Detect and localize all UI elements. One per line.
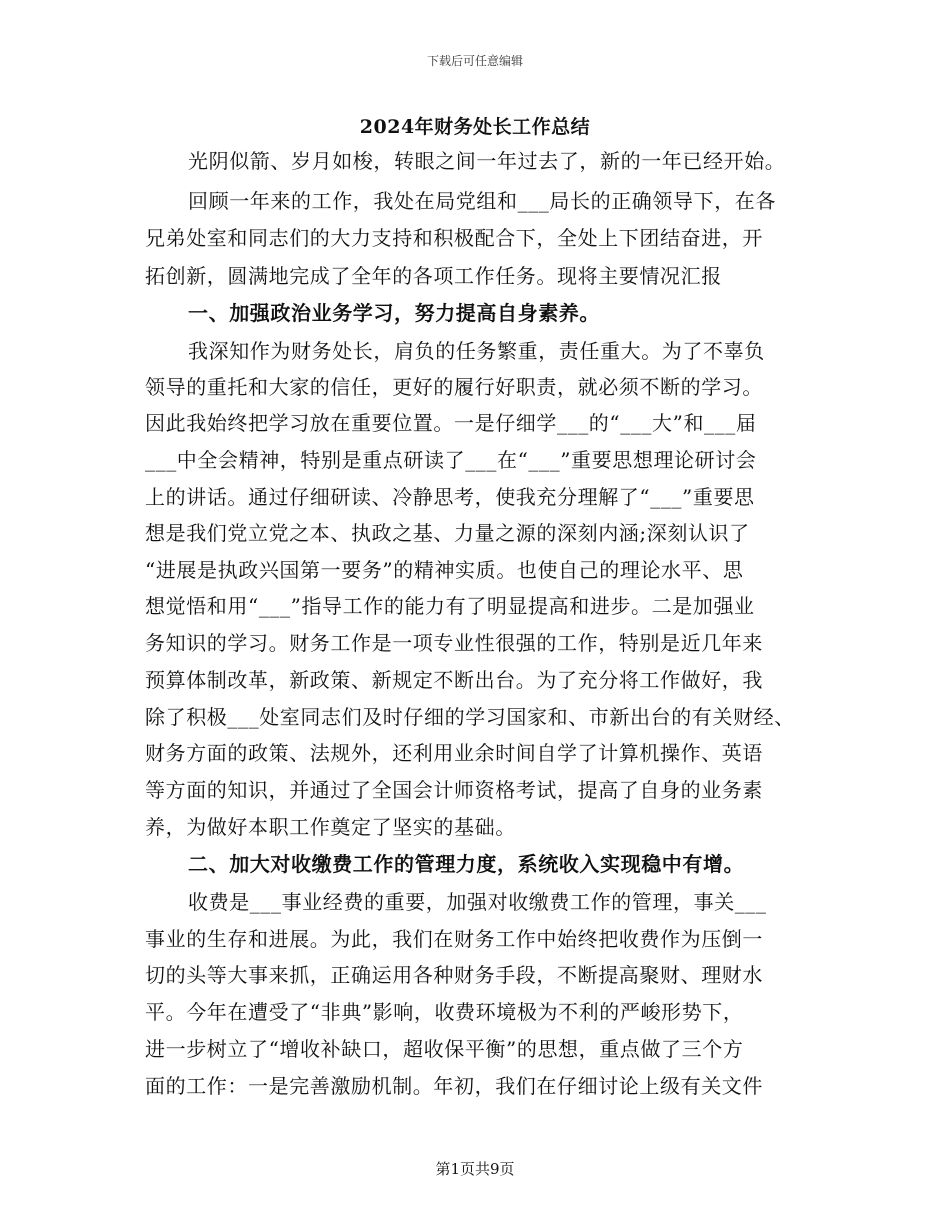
paragraph-line: 进一步树立了“增收补缺口，超收保平衡”的思想，重点做了三个方: [145, 1037, 744, 1061]
paragraph-line: 养，为做好本职工作奠定了坚实的基础。: [145, 815, 516, 839]
paragraph-line: 拓创新，圆满地完成了全年的各项工作任务。现将主要情况汇报: [145, 264, 722, 288]
paragraph-line: 等方面的知识，并通过了全国会计师资格考试，提高了自身的业务素: [145, 778, 763, 802]
paragraph-line: 财务方面的政策、法规外，还利用业余时间自学了计算机操作、英语: [145, 741, 763, 765]
paragraph-line: 兄弟处室和同志们的大力支持和积极配合下，全处上下团结奋进，开: [145, 226, 763, 250]
paragraph-line: 切的头等大事来抓，正确运用各种财务手段，不断提高聚财、理财水: [145, 963, 763, 987]
section-heading: 二、加大对收缴费工作的管理力度，系统收入实现稳中有增。: [188, 852, 745, 876]
paragraph-line: 面的工作：一是完善激励机制。年初，我们在仔细讨论上级有关文件: [145, 1074, 763, 1098]
paragraph-line: 上的讲话。通过仔细研读、冷静思考，使我充分理解了“___”重要思: [145, 485, 755, 509]
page-footer: 第1页共9页: [435, 1160, 515, 1178]
paragraph-line: 我深知作为财务处长，肩负的任务繁重，责任重大。为了不辜负: [188, 339, 765, 363]
paragraph-line: 预算体制改革，新政策、新规定不断出台。为了充分将工作做好，我: [145, 668, 763, 692]
paragraph-line: 领导的重托和大家的信任，更好的履行好职责，就必须不断的学习。: [145, 375, 763, 399]
paragraph-line: “进展是执政兴国第一要务”的精神实质。也使自己的理论水平、思: [145, 558, 744, 582]
paragraph-line: 光阴似箭、岁月如梭，转眼之间一年过去了，新的一年已经开始。: [188, 149, 786, 173]
paragraph-line: 平。今年在遭受了“非典”影响，收费环境极为不利的严峻形势下，: [145, 1000, 744, 1024]
paragraph-line: 因此我始终把学习放在重要位置。一是仔细学___的“___大”和___届: [145, 411, 757, 435]
paragraph-line: 收费是___事业经费的重要，加强对收缴费工作的管理，事关___: [188, 890, 767, 914]
paragraph-line: 务知识的学习。财务工作是一项专业性很强的工作，特别是近几年来: [145, 631, 763, 655]
paragraph-line: ___中全会精神，特别是重点研读了___在“___”重要思想理论研讨会: [145, 448, 757, 472]
paragraph-line: 回顾一年来的工作，我处在局党组和___局长的正确领导下，在各: [188, 189, 776, 213]
header-note: 下载后可任意编辑: [426, 54, 523, 68]
document-title: 2024年财务处长工作总结: [359, 116, 591, 138]
section-heading: 一、加强政治业务学习，努力提高自身素养。: [188, 301, 600, 325]
paragraph-line: 事业的生存和进展。为此，我们在财务工作中始终把收费作为压倒一: [145, 927, 763, 951]
paragraph-line: 想觉悟和用“___”指导工作的能力有了明显提高和进步。二是加强业: [145, 594, 755, 618]
paragraph-line: 想是我们党立党之本、执政之基、力量之源的深刻内涵;深刻认识了: [145, 521, 750, 545]
paragraph-line: 除了积极___处室同志们及时仔细的学习国家和、市新出台的有关财经、: [145, 705, 795, 729]
